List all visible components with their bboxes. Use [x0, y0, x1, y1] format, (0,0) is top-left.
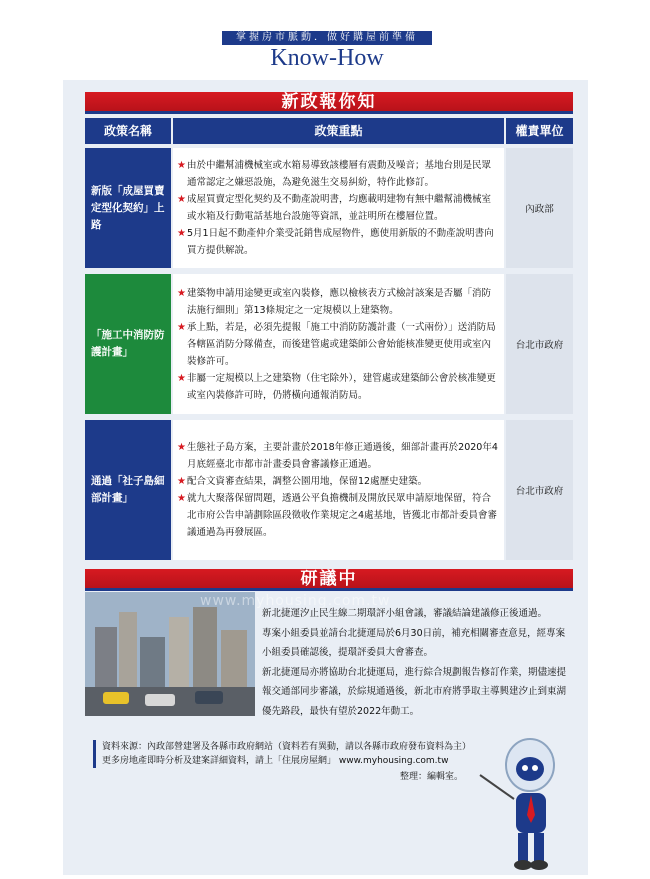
research-line: 新北捷運汐止民生線二期環評小組會議，審議結論建議修正後通過。	[262, 608, 548, 619]
star-icon: ★	[177, 228, 186, 239]
policy-point	[177, 319, 498, 370]
policy-point-text: 建築物申請用途變更或室內裝修，應以檢核表方式檢討該案是否屬「消防法施行細則」第13條規定之一定規模以上建築物。	[187, 287, 492, 316]
star-icon: ★	[177, 160, 186, 171]
watermark: www.myhousing.com.tw	[200, 593, 391, 609]
research-text	[262, 604, 574, 721]
policy-points	[173, 148, 504, 268]
policy-authority: 台北市政府	[506, 274, 573, 414]
policy-point-text: 就九大聚落保留問題，透過公平負擔機制及開放民眾申請原地保留，符合北市府公告申請劃除區段徵收作業規定之4處基地，皆獲北市都計委員會審議通過為再發展區。	[187, 493, 498, 538]
column-header-policy-name: 政策名稱	[85, 118, 171, 144]
policy-point-text: 生態社子島方案，主要計畫於2018年修正通過後，細部計畫再於2020年4月底經臺北市都市計畫委員會審議修正通過。	[187, 442, 498, 470]
policy-point-text: 配合文資審查結果，調整公園用地，保留12處歷史建築。	[187, 476, 428, 487]
policy-point	[177, 157, 498, 191]
research-section-title: 研議中	[85, 569, 573, 591]
star-icon: ★	[177, 287, 186, 299]
policy-points	[173, 420, 504, 560]
research-line: 專案小組委員並請台北捷運局於6月30日前，補充相關審查意見，經專案小組委員確認後，提環評委員大會審查。	[262, 627, 566, 658]
policy-point-text: 成屋買賣定型化契約及不動產說明書，均應載明建物有無中繼幫浦機械室或水箱及行動電話基地台設施等資訊，並註明所在樓層位置。	[187, 194, 492, 222]
policy-point	[177, 285, 498, 319]
footer-more: 更多房地產即時分析及建案詳細資料，請上「住展房屋網」 www.myhousing.com.tw	[102, 756, 449, 766]
star-icon: ★	[177, 194, 186, 205]
policy-points	[173, 274, 504, 414]
policy-point	[177, 439, 498, 473]
policy-point-text: 5月1日起不動產仲介業受託銷售成屋物件，應使用新版的不動產說明書向買方提供解說。	[187, 228, 494, 256]
star-icon: ★	[177, 442, 186, 453]
top-banner: 掌握房市脈動．做好購屋前準備	[222, 31, 432, 45]
star-icon: ★	[177, 372, 186, 384]
policy-point-text: 承上點，若是，必須先提報「施工中消防防護計畫（一式兩份）」送消防局各轄區消防分隊備查，而後建管處或建築師公會始能核准變更使用或室內裝修許可。	[187, 321, 496, 367]
policy-name: 新版「成屋買賣定型化契約」上路	[85, 148, 171, 268]
policy-name: 通過「社子島細部計畫」	[85, 420, 171, 560]
policy-point	[177, 225, 498, 259]
policy-point-text: 由於中繼幫浦機械室或水箱易導致該樓層有震動及噪音；基地台則是民眾通常認定之嫌惡設施，為避免滋生交易糾紛，特作此修訂。	[187, 160, 492, 188]
policy-point	[177, 191, 498, 225]
column-header-authority: 權責單位	[506, 118, 573, 144]
page-title: Know-How	[270, 45, 384, 71]
policy-authority: 內政部	[506, 148, 573, 268]
policy-point	[177, 370, 498, 404]
policy-point-text: 非屬一定規模以上之建築物（住宅除外），建管處或建築師公會於核准變更或室內裝修許可時，仍將橫向通報消防局。	[187, 372, 496, 401]
editor-credit: 整理：編輯室。	[400, 772, 464, 782]
footer-source: 資料來源：內政部營建署及各縣市政府網站（資料若有異動，請以各縣市政府發布資料為主）	[102, 742, 472, 752]
policy-section-title: 新政報你知	[85, 92, 573, 114]
column-header-policy-points: 政策重點	[173, 118, 504, 144]
star-icon: ★	[177, 493, 186, 504]
star-icon: ★	[177, 321, 186, 333]
policy-point	[177, 490, 498, 541]
footer	[93, 740, 513, 768]
research-line: 新北捷運局亦將協助台北捷運局，進行綜合規劃報告修訂作業，期儘速提報交通部同步審議，於綜規通過後，新北市府將爭取主導興建汐止到東湖優先路段，最快有望於2022年動工。	[262, 666, 567, 717]
policy-authority: 台北市政府	[506, 420, 573, 560]
mascot-illustration	[478, 735, 568, 875]
policy-name: 「施工中消防防護計畫」	[85, 274, 171, 414]
star-icon: ★	[177, 476, 186, 487]
policy-point	[177, 473, 498, 490]
city-photo	[85, 592, 255, 716]
